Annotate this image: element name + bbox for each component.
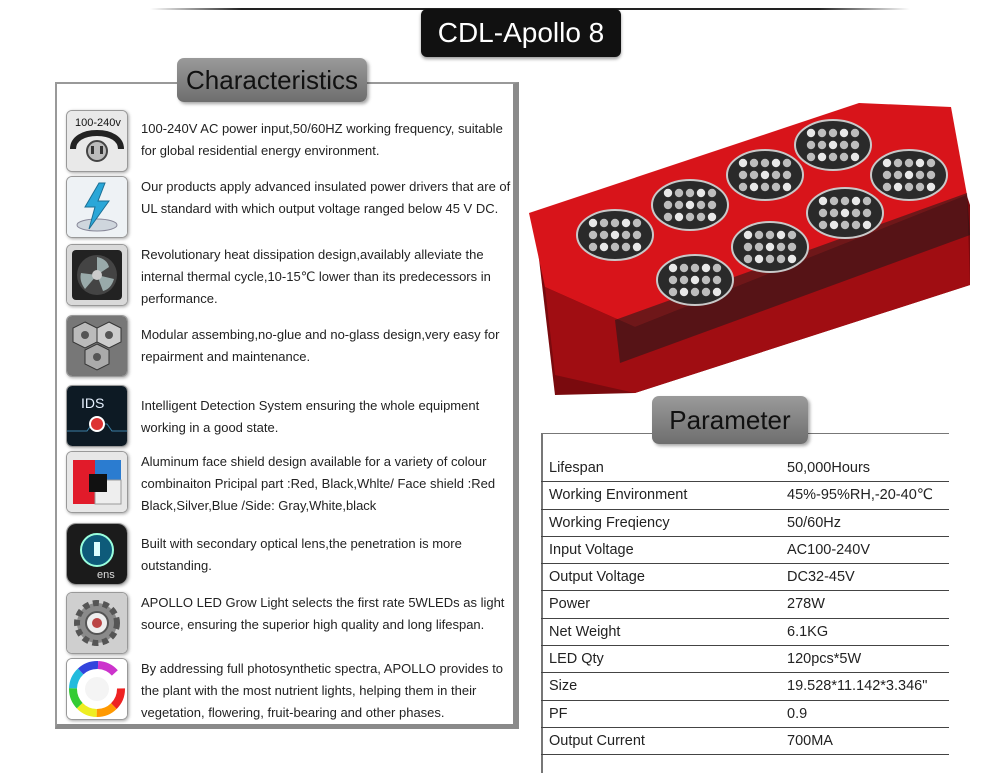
led-chip	[680, 276, 688, 284]
led-chip	[863, 209, 871, 217]
led-chip	[840, 141, 848, 149]
led-chip	[852, 221, 860, 229]
param-value: 120pcs*5W	[787, 651, 862, 668]
led-chip	[905, 171, 913, 179]
led-chip	[883, 159, 891, 167]
parameter-row	[541, 482, 949, 509]
led-chip	[916, 171, 924, 179]
led-chip	[819, 221, 827, 229]
color-spectrum-icon	[66, 658, 128, 720]
led-chip	[622, 243, 630, 251]
power-icon-label: 100-240v	[75, 117, 121, 129]
product-title: CDL-Apollo 8	[421, 9, 621, 57]
ids-icon-label: IDS	[81, 395, 105, 411]
led-chip	[829, 141, 837, 149]
led-chip	[702, 276, 710, 284]
led-chip	[664, 189, 672, 197]
parameter-row	[541, 591, 949, 618]
led-chip	[633, 243, 641, 251]
led-chip	[686, 213, 694, 221]
led-chip	[807, 141, 815, 149]
lightning-icon	[66, 176, 128, 238]
led-chip	[851, 153, 859, 161]
param-key: Input Voltage	[549, 541, 634, 558]
led-chip	[675, 189, 683, 197]
led-gear-icon	[66, 592, 128, 654]
param-value: 700MA	[787, 732, 833, 749]
led-chip	[761, 159, 769, 167]
led-chip	[750, 183, 758, 191]
led-chip	[633, 219, 641, 227]
modules-icon	[66, 315, 128, 377]
led-chip	[669, 276, 677, 284]
led-chip	[622, 219, 630, 227]
feature-text: Built with secondary optical lens,the penetration is more outstanding.	[141, 536, 462, 573]
ids-icon	[66, 385, 128, 447]
led-chip	[691, 276, 699, 284]
led-chip	[818, 141, 826, 149]
param-value: 6.1KG	[787, 623, 829, 640]
led-chip	[589, 243, 597, 251]
parameter-row	[541, 510, 949, 537]
param-key: Output Current	[549, 732, 645, 749]
led-chip	[863, 197, 871, 205]
led-chip	[772, 183, 780, 191]
led-chip	[750, 171, 758, 179]
feature-text: Revolutionary heat dissipation design,availably alleviate the internal thermal cycle,10-15℃ lower than its predecessors in performance.	[141, 247, 491, 306]
led-chip	[669, 264, 677, 272]
power-plug-icon	[66, 110, 128, 172]
param-key: Net Weight	[549, 623, 621, 640]
led-chip	[777, 255, 785, 263]
feature-text: By addressing full photosynthetic spectra, APOLLO provides to the plant with the most nutrient lights, helping them in their vegetation, flowering, fruit-bearing and other phases.	[141, 661, 504, 720]
fan-icon	[66, 244, 128, 306]
led-chip	[819, 209, 827, 217]
led-chip	[777, 243, 785, 251]
param-value: 45%-95%RH,-20-40℃	[787, 487, 934, 504]
led-chip	[852, 197, 860, 205]
param-value: 50,000Hours	[787, 460, 871, 476]
led-chip	[600, 231, 608, 239]
parameter-row	[541, 564, 949, 591]
led-chip	[830, 197, 838, 205]
led-chip	[713, 276, 721, 284]
led-chip	[739, 183, 747, 191]
feature-text: Intelligent Detection System ensuring the whole equipment working in a good state.	[141, 398, 480, 435]
led-chip	[894, 171, 902, 179]
led-chip	[702, 264, 710, 272]
led-chip	[675, 201, 683, 209]
led-chip	[883, 183, 891, 191]
led-chip	[755, 255, 763, 263]
param-value: 278W	[787, 596, 825, 613]
led-chip	[777, 231, 785, 239]
led-chip	[739, 159, 747, 167]
parameter-table	[541, 455, 949, 755]
led-chip	[840, 153, 848, 161]
parameter-heading: Parameter	[652, 396, 808, 444]
led-chip	[755, 243, 763, 251]
param-value: AC100-240V	[787, 541, 871, 558]
led-chip	[680, 288, 688, 296]
led-chip	[783, 183, 791, 191]
led-chip	[788, 255, 796, 263]
led-chip	[691, 288, 699, 296]
led-chip	[691, 264, 699, 272]
led-chip	[772, 171, 780, 179]
feature-text: 100-240V AC power input,50/60HZ working frequency, suitable for global residential energy environment.	[141, 121, 503, 158]
param-value: 19.528*11.142*3.346"	[787, 678, 928, 695]
led-chip	[788, 243, 796, 251]
parameter-row	[541, 646, 949, 673]
led-chip	[622, 231, 630, 239]
param-value: 50/60Hz	[787, 514, 842, 531]
led-chip	[766, 255, 774, 263]
led-chip	[819, 197, 827, 205]
led-chip	[589, 219, 597, 227]
led-chip	[680, 264, 688, 272]
param-key: Working Freqiency	[549, 514, 670, 531]
led-chip	[708, 189, 716, 197]
led-chip	[744, 243, 752, 251]
led-chip	[807, 153, 815, 161]
lens-icon-label: ens	[97, 569, 115, 581]
led-chip	[818, 153, 826, 161]
led-chip	[772, 159, 780, 167]
led-chip	[818, 129, 826, 137]
led-chip	[744, 255, 752, 263]
led-chip	[669, 288, 677, 296]
feature-text: Our products apply advanced insulated power drivers that are of UL standard with which output voltage ranged below 45 V DC.	[141, 179, 511, 216]
led-chip	[697, 213, 705, 221]
parameter-row	[541, 701, 949, 728]
led-chip	[927, 183, 935, 191]
led-chip	[830, 209, 838, 217]
led-chip	[697, 189, 705, 197]
parameter-row	[541, 673, 949, 700]
parameter-row	[541, 619, 949, 646]
led-chip	[829, 129, 837, 137]
led-chip	[788, 231, 796, 239]
led-chip	[611, 219, 619, 227]
led-chip	[905, 183, 913, 191]
led-chip	[841, 209, 849, 217]
led-chip	[600, 219, 608, 227]
led-chip	[863, 221, 871, 229]
led-chip	[851, 129, 859, 137]
led-chip	[761, 171, 769, 179]
led-chip	[766, 231, 774, 239]
led-chip	[829, 153, 837, 161]
led-chip	[841, 221, 849, 229]
led-chip	[664, 201, 672, 209]
led-chip	[916, 159, 924, 167]
led-chip	[783, 159, 791, 167]
led-chip	[840, 129, 848, 137]
feature-text: APOLLO LED Grow Light selects the first rate 5WLEDs as light source, ensuring the superior high quality and long lifespan.	[141, 595, 505, 632]
led-chip	[841, 197, 849, 205]
led-chip	[883, 171, 891, 179]
product-image	[515, 95, 985, 395]
led-chip	[713, 264, 721, 272]
led-chip	[600, 243, 608, 251]
feature-text: Aluminum face shield design available for a variety of colour combinaiton Pricipal part :Red, Black,Whlte/ Face shield :Red Black,Silver,Blue /Side: Gray,White,black	[141, 454, 496, 513]
face-shield-icon	[66, 451, 128, 513]
led-chip	[633, 231, 641, 239]
led-chip	[916, 183, 924, 191]
led-chip	[686, 201, 694, 209]
led-chip	[783, 171, 791, 179]
param-key: Working Environment	[549, 487, 688, 504]
led-chip	[744, 231, 752, 239]
led-chip	[852, 209, 860, 217]
feature-text: Modular assembing,no-glue and no-glass design,very easy for repairment and maintenance.	[141, 327, 500, 364]
param-value: DC32-45V	[787, 569, 855, 586]
parameter-row	[541, 455, 949, 482]
lens-icon	[66, 523, 128, 585]
parameter-row	[541, 728, 949, 755]
led-chip	[750, 159, 758, 167]
led-chip	[611, 231, 619, 239]
led-chip	[894, 183, 902, 191]
led-chip	[739, 171, 747, 179]
led-chip	[755, 231, 763, 239]
led-chip	[807, 129, 815, 137]
characteristics-heading: Characteristics	[177, 58, 367, 102]
led-chip	[905, 159, 913, 167]
led-chip	[708, 213, 716, 221]
param-key: Output Voltage	[549, 569, 645, 586]
led-chip	[675, 213, 683, 221]
led-chip	[686, 189, 694, 197]
param-key: Lifespan	[549, 460, 604, 476]
param-key: LED Qty	[549, 651, 604, 668]
led-chip	[611, 243, 619, 251]
led-chip	[766, 243, 774, 251]
param-key: PF	[549, 705, 568, 722]
led-chip	[927, 159, 935, 167]
param-key: Power	[549, 596, 591, 613]
led-chip	[830, 221, 838, 229]
led-chip	[894, 159, 902, 167]
led-chip	[761, 183, 769, 191]
led-chip	[697, 201, 705, 209]
led-chip	[713, 288, 721, 296]
led-chip	[589, 231, 597, 239]
param-value: 0.9	[787, 705, 808, 722]
led-chip	[708, 201, 716, 209]
led-chip	[702, 288, 710, 296]
led-chip	[851, 141, 859, 149]
led-chip	[664, 213, 672, 221]
parameter-row	[541, 537, 949, 564]
param-key: Size	[549, 678, 578, 695]
led-chip	[927, 171, 935, 179]
